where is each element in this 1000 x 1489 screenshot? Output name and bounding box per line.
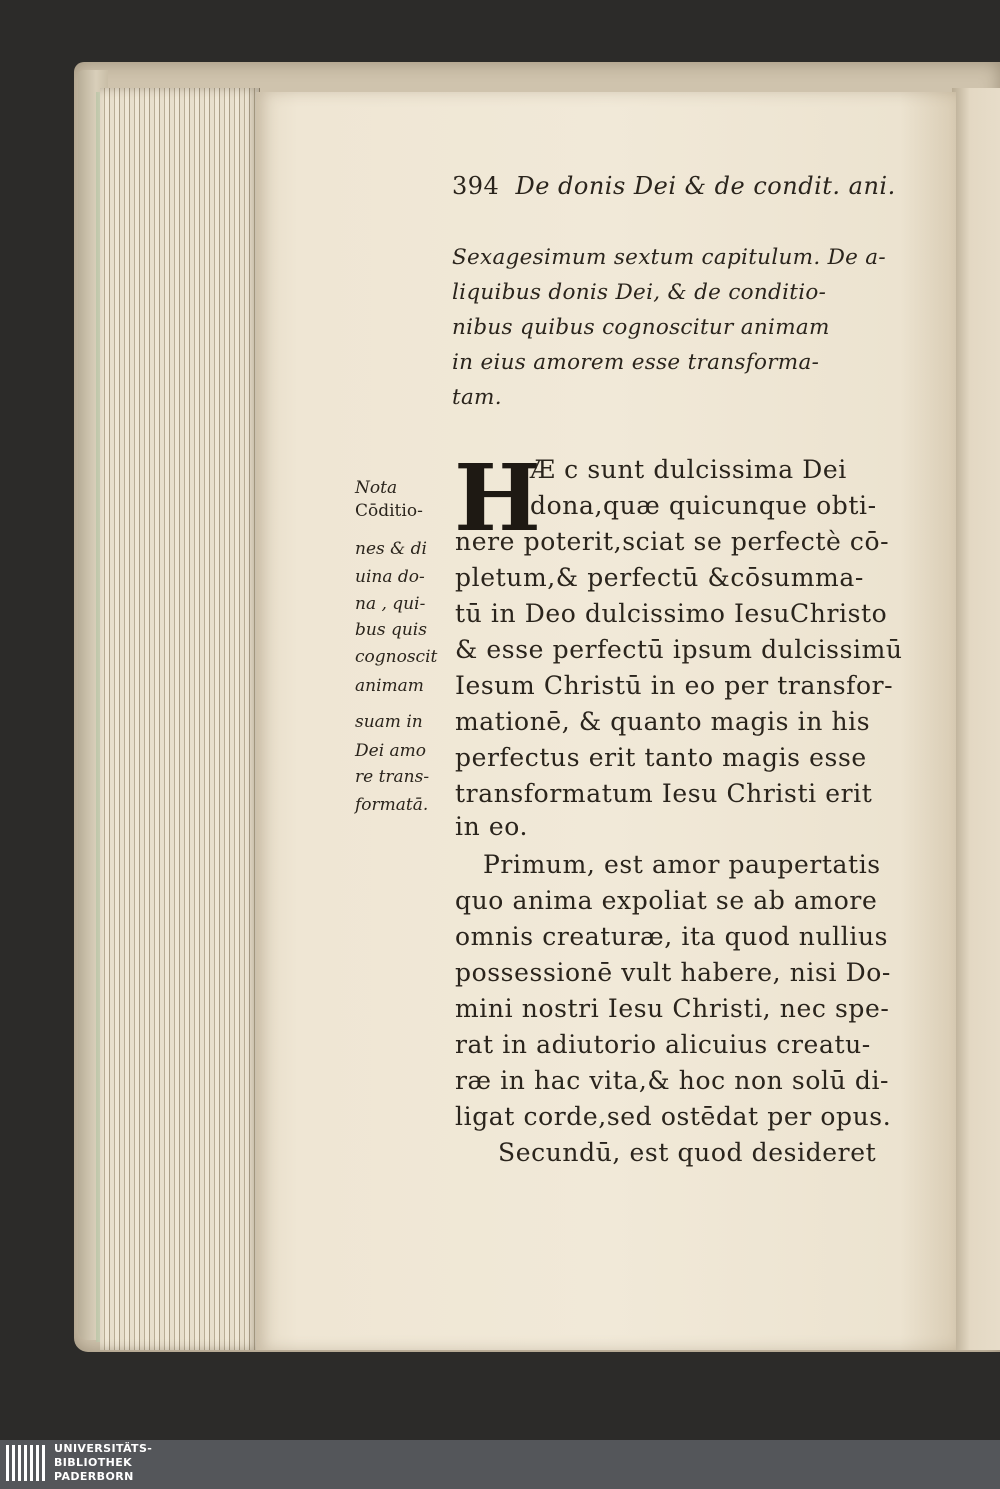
body-line: ligat corde,sed ostēdat per opus. bbox=[455, 1102, 892, 1131]
chapter-title-line: liquibus donis Dei, & de conditio- bbox=[452, 280, 827, 305]
chapter-title-line: Sexagesimum sextum capitulum. De a- bbox=[452, 245, 886, 270]
body-line: mationē, & quanto magis in his bbox=[455, 707, 871, 736]
margin-note-line: uina do- bbox=[355, 567, 425, 587]
chapter-title-line: in eius amorem esse transforma- bbox=[452, 350, 820, 375]
body-line: & esse perfectū ipsum dulcissimū bbox=[455, 635, 903, 664]
library-name bbox=[54, 1442, 152, 1484]
running-head bbox=[452, 172, 896, 200]
body-line: ræ in hac vita,& hoc non solū di- bbox=[455, 1066, 890, 1095]
body-line: omnis creaturæ, ita quod nullius bbox=[455, 922, 889, 951]
body-line: possessionē vult habere, nisi Do- bbox=[455, 958, 891, 987]
body-line: perfectus erit tanto magis esse bbox=[455, 743, 867, 772]
library-name-line: BIBLIOTHEK bbox=[54, 1456, 133, 1469]
margin-note-line: Nota bbox=[355, 478, 398, 498]
body-line: Primum, est amor paupertatis bbox=[483, 850, 881, 879]
body-line: transformatum Iesu Christi erit bbox=[455, 779, 873, 808]
body-line: quo anima expoliat se ab amore bbox=[455, 886, 878, 915]
body-line: Iesum Christū in eo per transfor- bbox=[455, 671, 894, 700]
margin-note-line: nes & di bbox=[355, 539, 427, 559]
body-line: tū in Deo dulcissimo IesuChristo bbox=[455, 599, 888, 628]
body-line: dona,quæ quicunque obti- bbox=[530, 491, 877, 520]
margin-note-line: animam bbox=[355, 676, 424, 696]
chapter-title-line: nibus quibus cognoscitur animam bbox=[452, 315, 830, 340]
library-name-line: UNIVERSITÄTS- bbox=[54, 1442, 153, 1455]
margin-note-line: suam in bbox=[355, 712, 423, 732]
body-line: Secundū, est quod desideret bbox=[498, 1138, 877, 1167]
margin-note-line: bus quis bbox=[355, 620, 427, 640]
body-line: in eo. bbox=[455, 812, 528, 841]
drop-cap-initial: H bbox=[454, 444, 541, 552]
margin-note-line: re trans- bbox=[355, 767, 430, 787]
facing-page bbox=[952, 88, 1000, 1350]
body-line: mini nostri Iesu Christi, nec spe- bbox=[455, 994, 890, 1023]
body-line: nere poterit,sciat se perfectè cō- bbox=[455, 527, 890, 556]
running-head-title: De donis Dei & de condit. ani. bbox=[515, 172, 896, 200]
margin-note-line: na , qui- bbox=[355, 594, 426, 614]
margin-note-line: Dei amo bbox=[355, 741, 427, 761]
page-block bbox=[100, 88, 260, 1350]
body-line: rat in adiutorio alicuius creatu- bbox=[455, 1030, 871, 1059]
margin-note-line: formatā. bbox=[355, 795, 429, 815]
chapter-title-line: tam. bbox=[452, 385, 502, 410]
library-logo-icon bbox=[6, 1445, 46, 1481]
library-name-line: PADERBORN bbox=[54, 1470, 134, 1483]
body-line: Æ c sunt dulcissima Dei bbox=[530, 455, 847, 484]
body-line: pletum,& perfectū &cōsumma- bbox=[455, 563, 864, 592]
margin-note-line: cognoscit bbox=[355, 647, 438, 667]
margin-note-line: Cōditio- bbox=[355, 501, 423, 521]
page-number: 394 bbox=[452, 172, 500, 200]
